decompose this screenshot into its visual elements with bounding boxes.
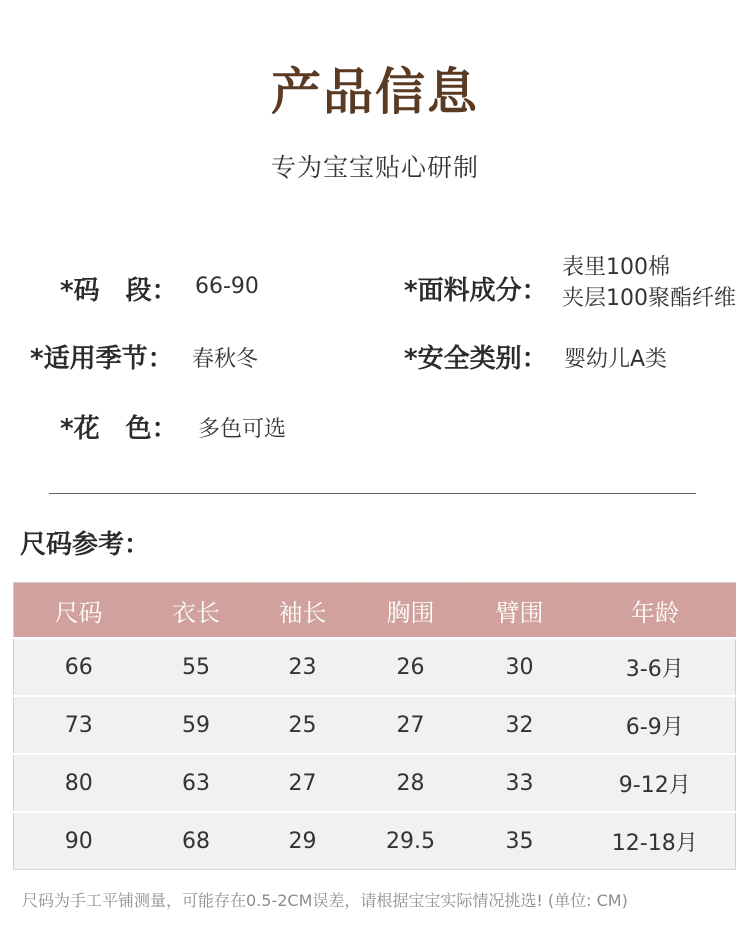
table-cell: 23 <box>249 638 357 696</box>
column-header-length: 衣长 <box>144 583 249 639</box>
section-divider <box>49 493 696 494</box>
column-header-arm: 臂围 <box>465 583 575 639</box>
table-cell: 80 <box>14 754 144 812</box>
column-header-size: 尺码 <box>14 583 144 639</box>
page-subtitle: 专为宝宝贴心研制 <box>270 153 479 182</box>
table-cell: 27 <box>249 754 357 812</box>
table-cell: 6-9月 <box>575 696 736 754</box>
table-cell: 25 <box>249 696 357 754</box>
table-row <box>14 812 736 870</box>
table-cell: 28 <box>357 754 465 812</box>
column-header-sleeve: 袖长 <box>249 583 357 639</box>
fabric-label: *面料成分： <box>404 276 548 306</box>
safety-label: *安全类别： <box>404 344 548 374</box>
color-value: 多色可选 <box>198 417 287 442</box>
table-cell: 66 <box>14 638 144 696</box>
table-row <box>14 754 736 812</box>
size-chart-table <box>13 582 736 870</box>
table-cell: 32 <box>465 696 575 754</box>
safety-value: 婴幼儿A类 <box>564 347 668 372</box>
table-cell: 90 <box>14 812 144 870</box>
fabric-value-line2: 夹层100聚酯纤维 <box>562 286 736 311</box>
table-row <box>14 696 736 754</box>
column-header-chest: 胸围 <box>357 583 465 639</box>
table-cell: 35 <box>465 812 575 870</box>
table-row <box>14 638 736 696</box>
size-range-value: 66-90 <box>195 274 259 299</box>
size-range-label: *码 段： <box>60 276 178 306</box>
table-cell: 26 <box>357 638 465 696</box>
table-cell: 63 <box>144 754 249 812</box>
table-cell: 33 <box>465 754 575 812</box>
table-cell: 29.5 <box>357 812 465 870</box>
table-cell: 59 <box>144 696 249 754</box>
size-chart-heading: 尺码参考： <box>20 530 151 560</box>
page-title: 产品信息 <box>271 63 479 121</box>
table-header-row <box>14 583 736 639</box>
table-cell: 73 <box>14 696 144 754</box>
table-cell: 68 <box>144 812 249 870</box>
table-cell: 29 <box>249 812 357 870</box>
fabric-value-line1: 表里100棉 <box>562 255 670 280</box>
season-value: 春秋冬 <box>192 347 259 372</box>
table-cell: 9-12月 <box>575 754 736 812</box>
season-label: *适用季节： <box>30 344 174 374</box>
color-label: *花 色： <box>60 414 178 444</box>
table-cell: 27 <box>357 696 465 754</box>
table-cell: 30 <box>465 638 575 696</box>
table-cell: 55 <box>144 638 249 696</box>
measurement-footnote: 尺码为手工平铺测量，可能存在0.5-2CM误差，请根据宝宝实际情况挑选! (单位: CM) <box>22 891 628 910</box>
column-header-age: 年龄 <box>575 583 736 639</box>
table-cell: 12-18月 <box>575 812 736 870</box>
table-cell: 3-6月 <box>575 638 736 696</box>
